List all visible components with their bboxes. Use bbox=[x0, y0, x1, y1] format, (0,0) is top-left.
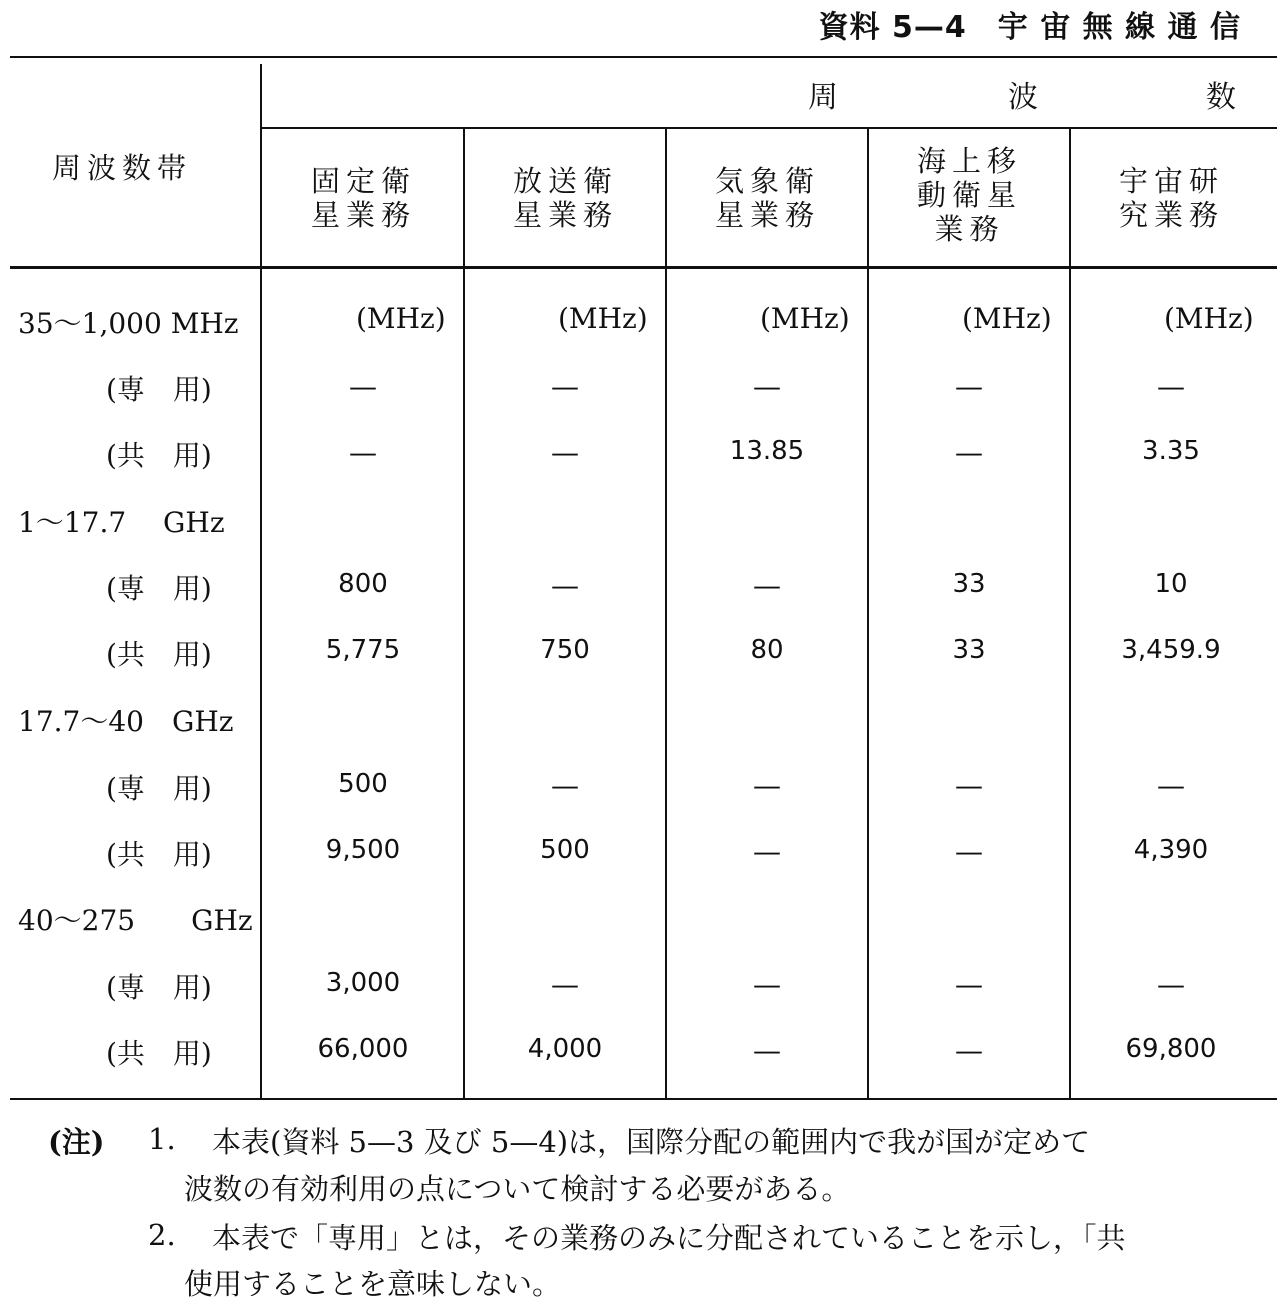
column-header-fixed-satellite: 固定衛 星業務 bbox=[310, 164, 416, 232]
usage-label: (専 用) bbox=[106, 373, 212, 406]
column-header-meteorological-satellite: 気象衛 星業務 bbox=[714, 164, 820, 232]
band-label: 1〜17.7 GHz bbox=[18, 506, 225, 539]
band-label: 35〜1,000 MHz bbox=[18, 307, 239, 340]
table-cell: 500 bbox=[338, 769, 388, 799]
note-text: 使用することを意味しない。 bbox=[184, 1267, 562, 1301]
header-bottom-rule bbox=[10, 266, 1277, 269]
table-cell: 66,000 bbox=[317, 1034, 409, 1064]
table-cell: 80 bbox=[750, 635, 784, 665]
table-cell: — bbox=[955, 835, 983, 868]
note-text: 本表(資料 5—3 及び 5—4)は，国際分配の範囲内で我が国が定めて bbox=[212, 1125, 1091, 1159]
table-cell: — bbox=[955, 769, 983, 802]
column-divider bbox=[1069, 129, 1071, 1098]
row-header-title: 周波数帯 bbox=[52, 151, 193, 185]
unit-label: (MHz) bbox=[558, 302, 648, 335]
table-top-rule bbox=[10, 56, 1277, 58]
note-number: 1. bbox=[148, 1122, 176, 1156]
table-cell: — bbox=[349, 370, 377, 403]
table-cell: — bbox=[1157, 769, 1185, 802]
unit-label: (MHz) bbox=[760, 302, 850, 335]
unit-label: (MHz) bbox=[962, 302, 1052, 335]
note-text: 本表で「専用」とは，その業務のみに分配されていることを示し，「共 bbox=[212, 1221, 1126, 1255]
table-cell: — bbox=[753, 1034, 781, 1067]
table-cell: 4,390 bbox=[1133, 835, 1209, 865]
table-cell: 800 bbox=[338, 569, 388, 599]
column-divider bbox=[463, 129, 465, 1098]
column-header-space-research: 宇宙研 究業務 bbox=[1118, 164, 1224, 232]
group-header-char: 波 bbox=[1008, 80, 1038, 115]
note-number: 2. bbox=[148, 1218, 176, 1252]
unit-label: (MHz) bbox=[356, 302, 446, 335]
usage-label: (専 用) bbox=[106, 572, 212, 605]
table-cell: — bbox=[551, 569, 579, 602]
table-cell: — bbox=[753, 835, 781, 868]
note-text: 波数の有効利用の点について検討する必要がある。 bbox=[184, 1172, 851, 1206]
table-cell: — bbox=[349, 436, 377, 469]
table-cell: — bbox=[551, 436, 579, 469]
group-header-char: 数 bbox=[1206, 80, 1236, 115]
table-cell: 69,800 bbox=[1125, 1034, 1217, 1064]
table-cell: 3,459.9 bbox=[1121, 635, 1221, 665]
table-cell: 13.85 bbox=[729, 436, 805, 466]
table-cell: — bbox=[1157, 370, 1185, 403]
unit-label: (MHz) bbox=[1164, 302, 1254, 335]
table-cell: — bbox=[551, 769, 579, 802]
usage-label: (共 用) bbox=[106, 439, 212, 472]
table-cell: 3.35 bbox=[1142, 436, 1200, 466]
document-title: 資料 5—4 宇 宙 無 線 通 信 bbox=[818, 10, 1241, 45]
table-cell: 3,000 bbox=[325, 968, 401, 998]
note-marker: (注) bbox=[48, 1125, 105, 1159]
table-cell: — bbox=[753, 569, 781, 602]
group-header-char: 周 bbox=[808, 80, 838, 115]
band-label: 40〜275 GHz bbox=[18, 904, 253, 937]
band-label: 17.7〜40 GHz bbox=[18, 705, 234, 738]
table-cell: 33 bbox=[952, 569, 986, 599]
table-cell: — bbox=[955, 1034, 983, 1067]
table-cell: — bbox=[753, 968, 781, 1001]
table-cell: — bbox=[955, 370, 983, 403]
table-cell: — bbox=[955, 436, 983, 469]
usage-label: (共 用) bbox=[106, 838, 212, 871]
table-bottom-rule bbox=[10, 1098, 1277, 1100]
table-cell: — bbox=[1157, 968, 1185, 1001]
table-cell: — bbox=[753, 370, 781, 403]
table-cell: 9,500 bbox=[325, 835, 401, 865]
table-cell: 4,000 bbox=[527, 1034, 603, 1064]
table-cell: — bbox=[753, 769, 781, 802]
column-header-rule bbox=[262, 127, 1277, 129]
table-cell: 5,775 bbox=[325, 635, 401, 665]
usage-label: (共 用) bbox=[106, 638, 212, 671]
usage-label: (専 用) bbox=[106, 971, 212, 1004]
table-cell: — bbox=[551, 370, 579, 403]
column-divider bbox=[665, 129, 667, 1098]
table-cell: 500 bbox=[540, 835, 590, 865]
table-cell: 750 bbox=[540, 635, 590, 665]
table-cell: 33 bbox=[952, 635, 986, 665]
column-header-maritime-mobile-satellite: 海上移 動衛星 業務 bbox=[916, 144, 1022, 246]
table-cell: — bbox=[551, 968, 579, 1001]
usage-label: (共 用) bbox=[106, 1037, 212, 1070]
table-cell: 10 bbox=[1154, 569, 1188, 599]
table-cell: — bbox=[955, 968, 983, 1001]
usage-label: (専 用) bbox=[106, 772, 212, 805]
column-divider bbox=[867, 129, 869, 1098]
column-header-broadcast-satellite: 放送衛 星業務 bbox=[512, 164, 618, 232]
